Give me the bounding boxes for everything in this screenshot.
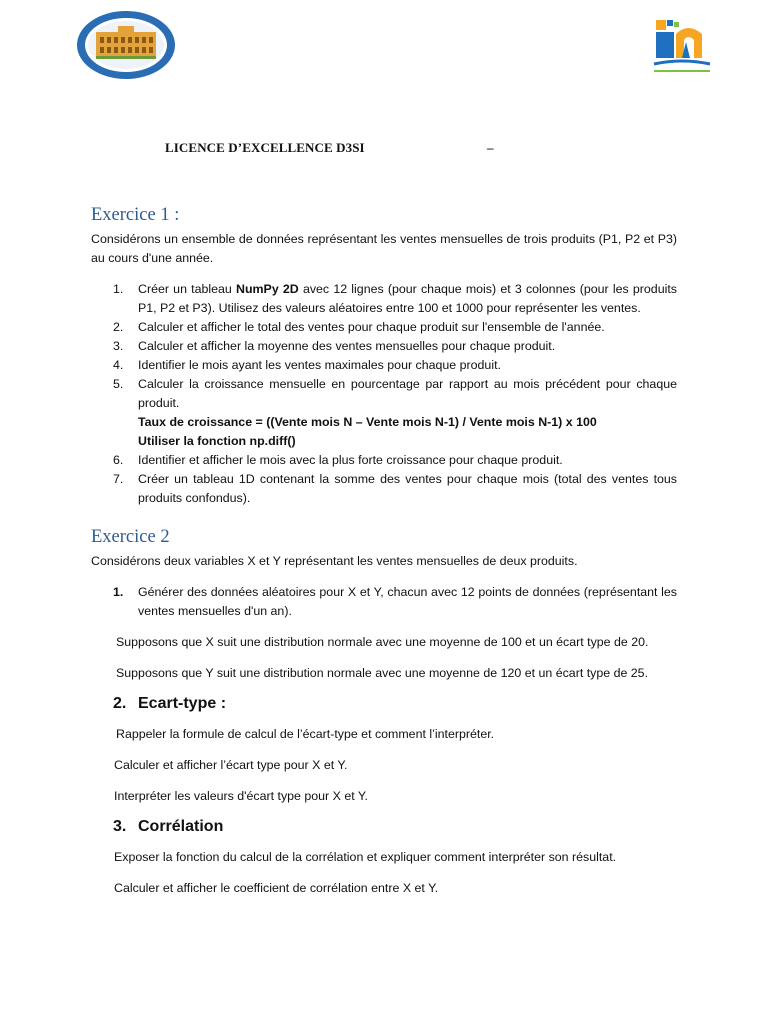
- list-item: [91, 583, 677, 621]
- document-header-title: LICENCE D’EXCELLENCE D3SI: [165, 140, 365, 155]
- list-item: [91, 470, 677, 508]
- item-number: 3.: [113, 339, 124, 353]
- item-text: avec 12 lignes (pour chaque mois) et 3 colonnes (pour les produits P1, P2 et P3). Utilisez des valeurs aléatoires entre 100 et 1000 pour représenter les ventes.: [138, 282, 677, 315]
- exercise-1-list: [91, 280, 677, 508]
- item-text: Identifier le mois ayant les ventes maximales pour chaque produit.: [138, 358, 501, 372]
- exercise-1-title: Exercice 1 :: [91, 205, 180, 225]
- correlation-line: Exposer la fonction du calcul de la corrélation et expliquer comment interpréter son résultat.: [114, 850, 617, 864]
- item-text: Créer un tableau 1D contenant la somme des ventes pour chaque mois (total des ventes tous produits confondus).: [138, 472, 677, 505]
- item-number: 3.: [113, 818, 127, 835]
- item-number: 7.: [113, 472, 124, 486]
- exercise-1-intro: Considérons un ensemble de données représentant les ventes mensuelles de trois produits (P1, P2 et P3) au cours d'une année.: [91, 232, 677, 265]
- list-item: [91, 356, 677, 375]
- suppose-y-text: Supposons que Y suit une distribution normale avec une moyenne de 120 et un écart type de 25.: [116, 666, 649, 680]
- document-body: [91, 204, 677, 898]
- ecart-line: Calculer et afficher l’écart type pour X et Y.: [114, 758, 348, 772]
- np-diff-hint: Utiliser la fonction np.diff(): [138, 434, 296, 448]
- header-dash: –: [487, 140, 494, 155]
- item-text: Calculer et afficher le total des ventes pour chaque produit sur l'ensemble de l'année.: [138, 320, 605, 334]
- ecart-line: Interpréter les valeurs d'écart type pour X et Y.: [114, 789, 368, 803]
- university-seal-logo: [76, 10, 176, 80]
- exercise-2-intro: Considérons deux variables X et Y représentant les ventes mensuelles de deux produits.: [91, 554, 578, 568]
- item-text: Calculer et afficher la moyenne des ventes mensuelles pour chaque produit.: [138, 339, 556, 353]
- item-text: Créer un tableau: [138, 282, 237, 296]
- institution-logo: [652, 18, 712, 76]
- item-text: Identifier et afficher le mois avec la plus forte croissance pour chaque produit.: [138, 453, 563, 467]
- item-label: Corrélation: [138, 818, 224, 835]
- exercise-2-list: [91, 583, 677, 621]
- list-item: [91, 375, 677, 451]
- exercise-2-title: Exercice 2: [91, 527, 170, 547]
- ecart-line: Rappeler la formule de calcul de l’écart-type et comment l’interpréter.: [116, 727, 495, 741]
- suppose-x-text: Supposons que X suit une distribution normale avec une moyenne de 100 et un écart type de 20.: [116, 635, 649, 649]
- ecart-type-heading: [91, 695, 677, 713]
- item-number: 2.: [113, 320, 124, 334]
- list-item: [91, 337, 677, 356]
- item-bold-text: NumPy 2D: [236, 282, 299, 296]
- list-item: [91, 280, 677, 318]
- item-number: 4.: [113, 358, 124, 372]
- item-number: 5.: [113, 377, 124, 391]
- item-number: 1.: [113, 282, 124, 296]
- list-item: [91, 451, 677, 470]
- item-number: 6.: [113, 453, 124, 467]
- correlation-line: Calculer et afficher le coefficient de corrélation entre X et Y.: [114, 881, 439, 895]
- item-number: 2.: [113, 695, 127, 712]
- item-text: Générer des données aléatoires pour X et Y, chacun avec 12 points de données (représentant les ventes mensuelles d'un an).: [138, 585, 677, 618]
- growth-formula: Taux de croissance = ((Vente mois N – Vente mois N-1) / Vente mois N-1) x 100: [138, 415, 597, 429]
- list-item: [91, 318, 677, 337]
- item-label: Ecart-type :: [138, 695, 227, 712]
- item-number: 1.: [113, 585, 124, 599]
- correlation-heading: [91, 818, 677, 836]
- item-text: Calculer la croissance mensuelle en pourcentage par rapport au mois précédent pour chaque produit.: [138, 377, 677, 410]
